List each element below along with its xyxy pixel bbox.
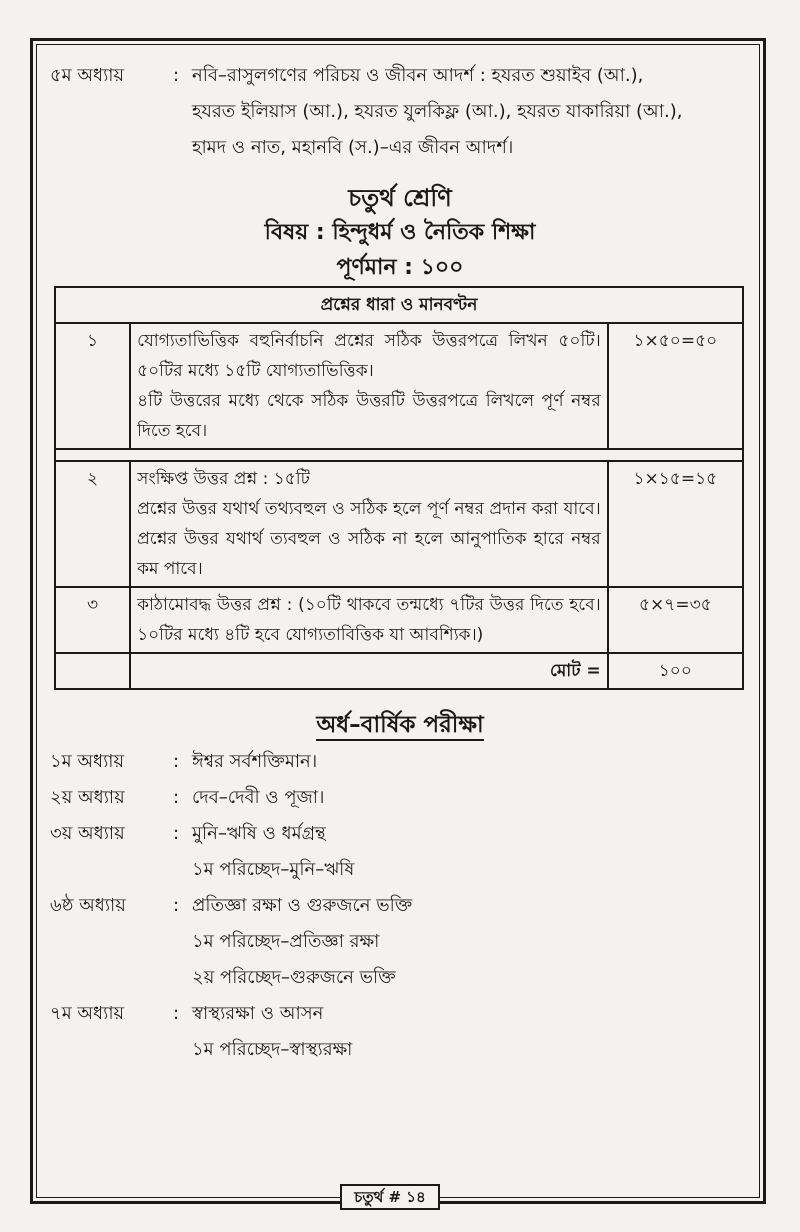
- row-marks: ১×৫০=৫০: [608, 323, 743, 449]
- row-description-line: প্রশ্নের উত্তর যথার্থ তথ্যবহুল ও সঠিক হলে পূর্ণ নম্বর প্রদান করা যাবে। প্রশ্নের উত্তর যথার্থ ত্যবহুল ও সঠিক না হলে আনুপাতিক হারে নম্বর কম পাবে।: [137, 499, 601, 579]
- chapter-section: ২য় পরিচ্ছেদ–গুরুজনে ভক্তি: [192, 967, 396, 988]
- row-number-empty: [55, 653, 130, 689]
- row-marks: ৫×৭=৩৫: [608, 587, 743, 653]
- chapter-text: ঈশ্বর সর্বশক্তিমান।: [192, 751, 318, 772]
- class-heading: চতুর্থ শ্রেণি: [348, 184, 452, 212]
- syllabus-list: [50, 744, 750, 1068]
- syllabus-chapter: [50, 996, 750, 1032]
- total-label: মোট =: [130, 653, 608, 689]
- row-description-line: ৪টি উত্তরের মধ্যে থেকে সঠিক উত্তরটি উত্তরপত্রে লিখলে পূর্ণ নম্বর দিতে হবে।: [137, 391, 601, 441]
- page-content: [50, 58, 750, 1068]
- table-total-row: [55, 653, 743, 689]
- chapter-text: দেব–দেবী ও পূজা।: [192, 787, 325, 808]
- row-description-line: সংক্ষিপ্ত উত্তর প্রশ্ন : ১৫টি: [137, 469, 310, 489]
- row-number: ২: [55, 461, 130, 587]
- row-description: [130, 461, 608, 587]
- chapter-text: নবি–রাসুলগণের পরিচয় ও জীবন আদর্শ : হযরত শুয়াইব (আ.),: [192, 65, 644, 86]
- table-header-row: [55, 287, 743, 323]
- chapter-text: স্বাস্থ্যরক্ষা ও আসন: [192, 1003, 324, 1024]
- table-row: [55, 587, 743, 653]
- colon: :: [172, 787, 180, 808]
- row-description: [130, 323, 608, 449]
- chapter-label: ৬ষ্ঠ অধ্যায়: [50, 895, 126, 916]
- top-syllabus-block: [50, 58, 750, 166]
- syllabus-chapter: [50, 888, 750, 924]
- colon: :: [172, 751, 180, 772]
- chapter-label: ৩য় অধ্যায়: [50, 823, 125, 844]
- colon: :: [172, 823, 180, 844]
- page-footer: চতুর্থ # ১৪: [340, 1184, 440, 1210]
- syllabus-chapter: [50, 816, 750, 852]
- exam-heading-text: অর্ধ–বার্ষিক পরীক্ষা: [316, 712, 483, 741]
- subject-heading: বিষয় : হিন্দুধর্ম ও নৈতিক শিক্ষা: [264, 220, 536, 245]
- table-header: প্রশ্নের ধারা ও মানবণ্টন: [55, 287, 743, 323]
- total-value: ১০০: [608, 653, 743, 689]
- colon: :: [172, 895, 180, 916]
- full-marks-heading: পূর্ণমান : ১০০: [336, 255, 464, 280]
- row-description-line: যোগ্যতাভিত্তিক বহুনির্বাচনি প্রশ্নের সঠিক উত্তরপত্রে লিখন ৫০টি। ৫০টির মধ্যে ১৫টি যোগ্যতাভিত্তিক।: [137, 331, 601, 381]
- table-row: [55, 461, 743, 587]
- chapter-section: ১ম পরিচ্ছেদ–প্রতিজ্ঞা রক্ষা: [192, 931, 380, 952]
- chapter-text-cont: হামদ ও নাত, মহানবি (স.)–এর জীবন আদর্শ।: [192, 137, 514, 158]
- chapter-text-cont: হযরত ইলিয়াস (আ.), হযরত যুলকিফ্ল (আ.), হযরত যাকারিয়া (আ.),: [192, 101, 683, 122]
- colon: :: [172, 65, 180, 86]
- chapter-section: ১ম পরিচ্ছেদ–মুনি–ঋষি: [192, 859, 355, 880]
- chapter-section: ১ম পরিচ্ছেদ–স্বাস্থ্যরক্ষা: [192, 1039, 353, 1060]
- row-description: [130, 587, 608, 653]
- table-row: [55, 323, 743, 449]
- chapter-label: ৭ম অধ্যায়: [50, 1003, 125, 1024]
- chapter-label: ১ম অধ্যায়: [50, 751, 125, 772]
- chapter-text: প্রতিজ্ঞা রক্ষা ও গুরুজনে ভক্তি: [192, 895, 413, 916]
- syllabus-chapter: [50, 780, 750, 816]
- chapter-label: ২য় অধ্যায়: [50, 787, 125, 808]
- syllabus-chapter: [50, 744, 750, 780]
- colon: :: [172, 1003, 180, 1024]
- row-marks: ১×১৫=১৫: [608, 461, 743, 587]
- chapter-text: মুনি–ঋষি ও ধর্মগ্রন্থ: [192, 823, 326, 844]
- row-number: ১: [55, 323, 130, 449]
- row-number: ৩: [55, 587, 130, 653]
- exam-heading: [50, 706, 750, 744]
- marks-distribution-table: [54, 286, 744, 690]
- row-description-line: কাঠামোবদ্ধ উত্তর প্রশ্ন : (১০টি থাকবে তন্মধ্যে ৭টির উত্তর দিতে হবে। ১০টির মধ্যে ৪টি হবে যোগ্যতাবিত্তিক যা আবশ্যিক।): [137, 595, 601, 645]
- table-gap: [55, 449, 743, 461]
- chapter-label: ৫ম অধ্যায়: [50, 65, 125, 86]
